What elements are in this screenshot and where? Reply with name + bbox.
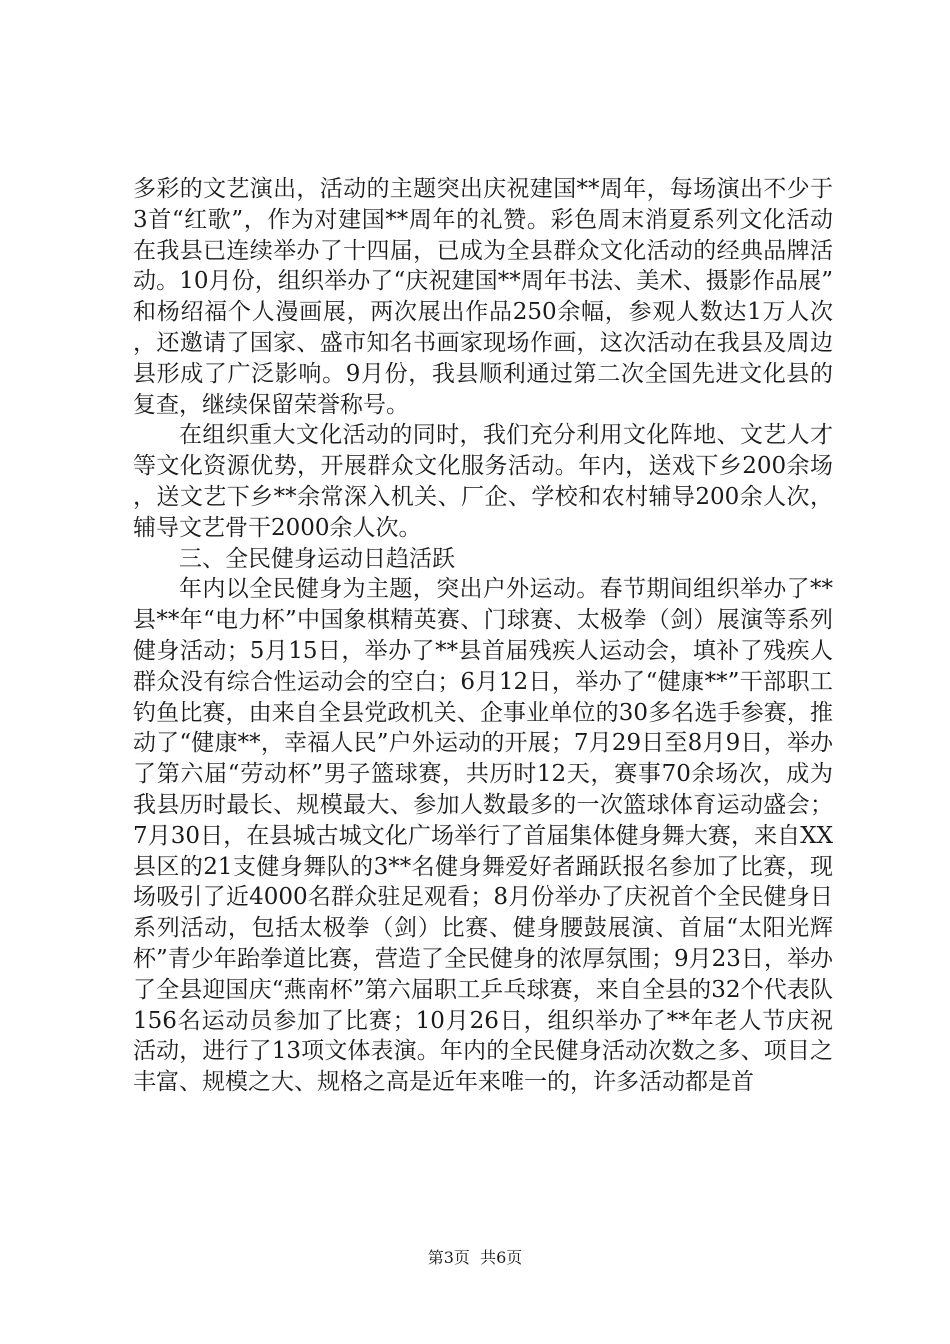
paragraph-3: 年内以全民健身为主题，突出户外运动。春节期间组织举办了**县**年“电力杯”中国象棋精英赛、门球赛、太极拳（剑）展演等系列健身活动；5月15日，举办了**县首届残疾人运动会，填补了残疾人群众没有综合性运动会的空白；6月12日，举办了“健康**”干部职工钓鱼比赛，由来自全县党政机关、企事业单位的30多名选手参赛，推动了“健康**，幸福人民”户外运动的开展；7月29日至8月9日，举办了第六届“劳动杯”男子篮球赛，共历时12天，赛事70余场次，成为我县历时最长、规模最大、参加人数最多的一次篮球体育运动盛会；7月30日，在县城古城文化广场举行了首届集体健身舞大赛，来自XX县区的21支健身舞队的3**名健身舞爱好者踊跃报名参加了比赛，现场吸引了近4000名群众驻足观看；8月份举办了庆祝首个全民健身日系列活动，包括太极拳（剑）比赛、健身腰鼓展演、首届“太阳光辉杯”青少年跆拳道比赛，营造了全民健身的浓厚氛围；9月23日，举办了全县迎国庆“燕南杯”第六届职工乒乓球赛，来自全县的32个代表队156名运动员参加了比赛；10月26日，组织举办了**年老人节庆祝活动，进行了13项文体表演。年内的全民健身活动次数之多、项目之丰富、规模之大、规格之高是近年来唯一的，许多活动都是首 bbox=[133, 576, 833, 1096]
document-body bbox=[133, 174, 833, 1098]
section-heading: 三、全民健身运动日趋活跃 bbox=[179, 545, 455, 572]
paragraph-2: 在组织重大文化活动的同时，我们充分利用文化阵地、文艺人才等文化资源优势，开展群众文化服务活动。年内，送戏下乡200余场，送文艺下乡**余常深入机关、厂企、学校和农村辅导200余人次，辅导文艺骨干2000余人次。 bbox=[133, 422, 833, 541]
page-total: 共6页 bbox=[480, 1248, 523, 1267]
page-footer bbox=[0, 1248, 950, 1268]
page-number: 第3页 bbox=[427, 1248, 470, 1267]
paragraph-1: 多彩的文艺演出，活动的主题突出庆祝建国**周年，每场演出不少于3首“红歌”，作为对建国**周年的礼赞。彩色周末消夏系列文化活动在我县已连续举办了十四届，已成为全县群众文化活动的经典品牌活动。10月份，组织举办了“庆祝建国**周年书法、美术、摄影作品展”和杨绍福个人漫画展，两次展出作品250余幅，参观人数达1万人次，还邀请了国家、盛市知名书画家现场作画，这次活动在我县及周边县形成了广泛影响。9月份，我县顺利通过第二次全国先进文化县的复查，继续保留荣誉称号。 bbox=[133, 176, 833, 418]
